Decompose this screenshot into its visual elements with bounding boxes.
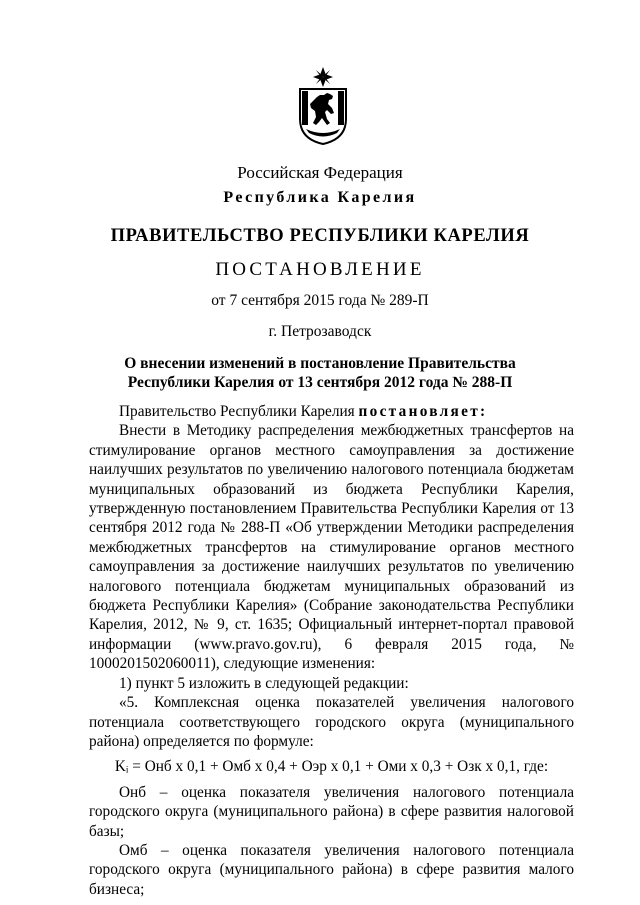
country-name: Российская Федерация: [237, 163, 403, 182]
resolves-word: постановляет:: [358, 403, 488, 420]
intro-text: Правительство Республики Карелия: [119, 403, 359, 420]
karelia-coat-of-arms-icon: [297, 67, 349, 145]
paragraph-clause-5: «5. Комплексная оценка показателей увеличения налогового потенциала соответствующего городского округа (муниципального района) определяется по формуле:: [89, 694, 574, 750]
government-title: ПРАВИТЕЛЬСТВО РЕСПУБЛИКИ КАРЕЛИЯ: [110, 226, 530, 246]
city-name: г. Петрозаводск: [268, 323, 372, 340]
formula: Kᵢ = Онб x 0,1 + Омб x 0,4 + Оэр x 0,1 + Оми x 0,3 + Озк x 0,1, где:: [114, 758, 549, 776]
document-date-number: от 7 сентября 2015 года № 289-П: [211, 292, 429, 309]
document-type: ПОСТАНОВЛЕНИЕ: [215, 259, 425, 280]
paragraph-item-1: 1) пункт 5 изложить в следующей редакции:: [119, 674, 409, 692]
document-subject: [0, 354, 640, 392]
paragraph-omb-definition: Омб – оценка показателя увеличения налогового потенциала городского округа (муниципального района) в сфере развития малого бизнеса;: [89, 841, 574, 898]
intro-paragraph: [89, 402, 574, 421]
document-body: [89, 402, 574, 899]
subject-line-1: О внесении изменений в постановление Правительства: [124, 355, 516, 372]
paragraph-amendments: Внести в Методику распределения межбюджетных трансфертов на стимулирование органов местного самоуправления за достижение наилучших результатов по увеличению налогового потенциала бюджетам муниципальных образований из бюджета Республики Карелия, утвержденную постановлением Правительства Республики Карелия от 13 сентября 2012 года № 288-П «Об утверждении Методики распределения межбюджетных трансфертов на стимулирование органов местного самоуправления за достижение наилучших результатов по увеличению налогового потенциала бюджетам муниципальных образований из бюджета Республики Карелия» (Собрание законодательства Республики Карелия, 2012, № 9, ст. 1635; Официальный интернет-портал правовой информации (www.pravo.gov.ru), 6 февраля 2015 года, № 1000201502060011), следующие изменения:: [89, 422, 574, 673]
paragraph-onb-definition: Онб – оценка показателя увеличения налогового потенциала городского округа (муниципального района) в сфере развития налоговой базы;: [89, 783, 574, 840]
subject-line-2: Республики Карелия от 13 сентября 2012 года № 288-П: [127, 374, 513, 391]
republic-name: Республика Карелия: [223, 189, 417, 206]
